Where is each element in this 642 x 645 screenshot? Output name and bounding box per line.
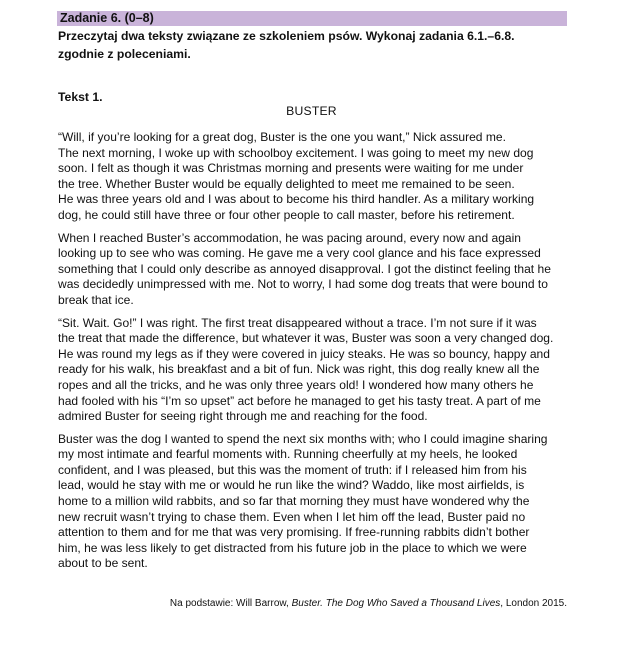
text-line: lead, would he stay with me or would he run like the wind? Waddo, like most airfields, is [58,478,525,493]
task-header [57,11,567,26]
task-instruction [58,27,558,63]
text-line: soon. I felt as though it was Christmas morning and presents were waiting for me under [58,161,524,176]
text-line: new recruit wasn’t trying to chase them. Even when I let him off the lead, Buster paid no [58,509,526,524]
story-title: BUSTER [286,104,337,118]
text-line: about to be sent. [58,556,148,571]
text-line: ready for his walk, his breakfast and a bit of fun. Nick was right, this dog really knew all the [58,362,540,377]
source-prefix: Na podstawie: Will Barrow, [169,598,292,609]
story-body [58,130,568,579]
text-line: the tree. Whether Buster would be equally delighted to meet me remained to be seen. [58,176,515,191]
text-line: When I reached Buster’s accommodation, he was pacing around, every now and again [58,230,521,245]
text-line: “Will, if you’re looking for a great dog, Buster is the one you want,” Nick assured me. [58,130,506,144]
text-line: was decidedly unimpressed with me. Not to worry, I had some dog treats that were bound to [58,277,548,292]
text-line: ropes and all the tricks, and he was only three years old! I wondered how many others he [58,377,534,392]
task-title: Zadanie 6. (0–8) [60,11,154,25]
text-label: Tekst 1. [58,90,103,104]
text-line: him, he was less likely to get distracted from his future job in the place to which we were [58,540,527,555]
text-line: Buster was the dog I wanted to spend the next six months with; who I could imagine sharing [58,431,548,446]
text-line: looking up to see who was coming. He gave me a very cool glance and his face expressed [58,246,541,261]
text-line: break that ice. [58,292,134,307]
text-line: my most intimate and fearful moments with. Running cheerfully at my heels, he looked [58,447,518,462]
text-line: something that I could only describe as annoyed disapproval. I got the distinct feeling that he [58,261,551,276]
source-book-title: Buster. The Dog Who Saved a Thousand Lives [291,598,501,609]
text-line: had fooled with his “I’m so upset” act before he managed to get his tasty treat. A part of me [58,393,541,408]
text-line: The next morning, I woke up with schoolboy excitement. I was going to meet my new dog [58,145,534,160]
text-line: attention to them and for me that was very promising. If free-running rabbits didn’t bother [58,525,530,540]
paragraph [58,432,568,572]
paragraph [58,231,568,309]
paragraph [58,316,568,425]
text-line: home to a million wild rabbits, and so far that morning they must have wondered why the [58,494,530,509]
source-suffix: , London 2015. [500,598,567,609]
text-line: He was round my legs as if they were covered in juicy steaks. He was so bouncy, happy and [58,346,550,361]
text-line: He was three years old and I was about to become his third handler. As a military working [58,192,535,207]
instruction-line: Przeczytaj dwa teksty związane ze szkoleniem psów. Wykonaj zadania 6.1.–6.8. [58,29,515,43]
text-line: the treat that made the difference, but whatever it was, Buster was soon a very changed dog. [58,331,554,346]
source-citation [170,598,567,610]
instruction-line: zgodnie z poleceniami. [58,47,191,61]
text-line: “Sit. Wait. Go!” I was right. The first treat disappeared without a trace. I’m not sure if it was [58,315,537,330]
text-line: confident, and I was pleased, but this was the moment of truth: if I released him from his [58,462,527,477]
text-line: admired Buster for seeing right through me and reaching for the food. [58,409,428,424]
paragraph [58,130,568,224]
text-line: dog, he could still have three or four other people to call master, before his retirement. [58,207,515,222]
